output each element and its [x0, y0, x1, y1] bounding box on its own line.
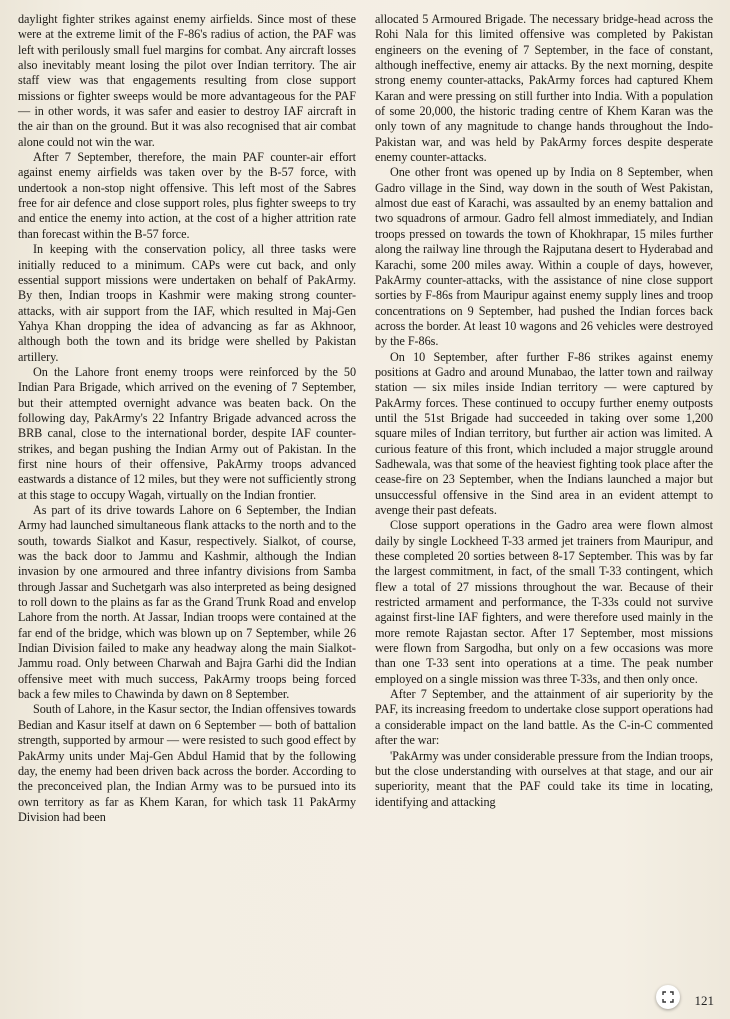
- paragraph: After 7 September, therefore, the main PAF counter-air effort against enemy airfields was taken over by the B-57 force, with undertook a non-stop night offensive. This left most of the Sabres free for air defence and close support roles, plus fighter sweeps to try and entice the enemy into action, at the cost of a higher attrition rate than forecast within the B-57 force.: [18, 150, 356, 241]
- expand-icon: [662, 991, 674, 1003]
- page-number: 121: [694, 993, 714, 1008]
- paragraph: daylight fighter strikes against enemy airfields. Since most of these were at the extreme limit of the F-86's radius of action, the PAF was left with perilously small fuel margins for combat. Any aircraft losses also inevitably meant losing the pilot over Indian territory. The air staff view was that engagements resulting from close support missions or fighter sweeps would be more advantageous for the PAF — in other words, it was safer and easier to destroy IAF aircraft in the air than on the ground. But it was also recognised that air combat alone could not win the war.: [18, 12, 356, 149]
- right-column: [375, 12, 713, 810]
- paragraph: Close support operations in the Gadro area were flown almost daily by single Lockheed T-33 armed jet trainers from Mauripur, and these completed 20 sorties between 8-17 September. This was by far the largest commitment, in fact, of the small T-33 contingent, which flew a total of 27 missions throughout the war. Because of their restricted armament and performance, the T-33s could not survive against first-line IAF fighters, and were therefore used mainly in the more remote Rajastan sector. After 17 September, most missions were flown from Sargodha, but only on a few occasions was more than one T-33 sent into operations at a time. The peak number employed on a single mission was three T-33s, and then only once.: [375, 518, 713, 686]
- paragraph: 'PakArmy was under considerable pressure from the Indian troops, but the close understanding with ourselves at that stage, and our air superiority, meant that the PAF could take its time in locating, identifying and attacking: [375, 748, 713, 809]
- paragraph: South of Lahore, in the Kasur sector, the Indian offensives towards Bedian and Kasur itself at dawn on 6 September — both of battalion strength, supported by armour — were resisted to such good effect by PakArmy units under Maj-Gen Abdul Hamid that by the following day, the enemy had been driven back across the border. According to the preconceived plan, the Indian Army was to be pursued into its own territory as far as Khem Karan, for which task 11 PakArmy Division had been: [18, 702, 356, 824]
- paragraph: One other front was opened up by India on 8 September, when Gadro village in the Sind, way down in the south of West Pakistan, almost due east of Karachi, was assaulted by an enemy battalion and two squadrons of armour. Gadro fell almost immediately, and Indian troops pressed on towards the town of Khokhrapar, 15 miles further along the railway line through the Rajputana desert to Hyderabad and Karachi, some 200 miles away. Within a couple of days, however, PakArmy counter-attacks, with the assistance of nine close support sorties by F-86s from Mauripur against enemy supply lines and troop concentrations on 9 September, had pushed the Indian forces back across the border. At least 10 wagons and 26 vehicles were destroyed by the F-86s.: [375, 165, 713, 349]
- expand-button[interactable]: [656, 985, 680, 1009]
- paragraph: In keeping with the conservation policy, all three tasks were initially reduced to a minimum. CAPs were cut back, and only essential support missions were undertaken on behalf of PakArmy. By then, Indian troops in Kashmir were making strong counter-attacks, with air support from the IAF, which resulted in Maj-Gen Yahya Khan dropping the idea of advancing as far as Akhnoor, although both the town and its bridge were shelled by Pakistan artillery.: [18, 242, 356, 364]
- left-column: [18, 12, 356, 825]
- paragraph: On 10 September, after further F-86 strikes against enemy positions at Gadro and around Munabao, the latter town and railway station — six miles inside Indian territory — were captured by PakArmy forces. These continued to occupy further enemy outposts until the 51st Brigade had succeeded in taking over some 1,200 square miles of Indian territory, but further air action was limited. A curious feature of this front, which included a major struggle around Sadhewala, was that some of the heaviest fighting took place after the cease-fire on 23 September, when the Indians launched a major but unsuccessful offensive in the Sind area in an evident attempt to avenge their past defeats.: [375, 349, 713, 517]
- paragraph: After 7 September, and the attainment of air superiority by the PAF, its increasing freedom to undertake close support operations had a considerable impact on the land battle. As the C-in-C commented after the war:: [375, 687, 713, 748]
- paragraph: As part of its drive towards Lahore on 6 September, the Indian Army had launched simultaneous flank attacks to the north and to the south, towards Sialkot and Kasur, respectively. Sialkot, of course, was the back door to Jammu and Kashmir, although the Indian invasion by one armoured and three infantry divisions from Samba through Jassar and Suchetgarh was also interpreted as being designed to roll down to the plains as far as the Grand Trunk Road and envelop Lahore from the north. At Jassar, Indian troops were contained at the far end of the bridge, which was blown up on 7 September, while 26 Indian Division failed to make any headway along the main Sialkot-Jammu road. Only between Charwah and Bajra Garhi did the Indian offensive meet with much success, PakArmy troops being forced back a few miles to Chawinda by dawn on 8 September.: [18, 503, 356, 702]
- paragraph: On the Lahore front enemy troops were reinforced by the 50 Indian Para Brigade, which arrived on the evening of 7 September, but their attempted overnight advance was beaten back. On the following day, PakArmy's 22 Infantry Brigade advanced across the BRB canal, close to the international border, despite IAF counter-strikes, and began pushing the Indian Army out of Pakistan. In the first nine hours of their offensive, PakArmy troops advanced eastwards a distance of 12 miles, but they were not sufficiently strong at this stage to occupy Wagah, virtually on the Indian frontier.: [18, 364, 356, 502]
- paragraph: allocated 5 Armoured Brigade. The necessary bridge-head across the Rohi Nala for this limited offensive was completed by Pakistan engineers on the evening of 7 September, in the face of constant, although ineffective, enemy air attacks. By the next morning, despite strong enemy counter-attacks, PakArmy forces had captured Khem Karan and were pressing on still further into India. With a population of some 20,000, the historic trading centre of Khem Karan was the only town of any magnitude to change hands throughout the Indo-Pakistan war, and was held by PakArmy forces despite desperate enemy counter-attacks.: [375, 12, 713, 165]
